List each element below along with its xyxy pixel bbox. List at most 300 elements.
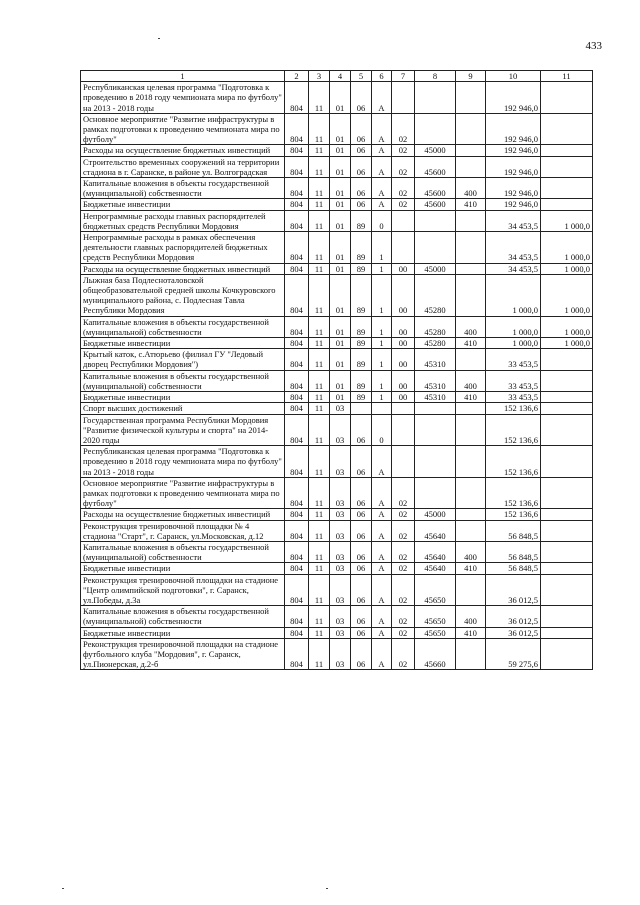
row-code-4: 03 <box>330 574 351 606</box>
row-name: Расходы на осуществление бюджетных инвестиций <box>81 145 285 156</box>
row-amount-2: 1 000,0 <box>541 210 593 231</box>
row-code-6: А <box>372 113 392 145</box>
row-code-7 <box>392 414 415 446</box>
row-code-4: 01 <box>330 82 351 114</box>
row-code-9: 410 <box>456 563 486 574</box>
table-row <box>81 178 593 199</box>
row-amount: 56 848,5 <box>486 541 541 562</box>
row-code-9 <box>456 145 486 156</box>
row-code-7: 02 <box>392 509 415 520</box>
row-code-3: 11 <box>309 563 330 574</box>
table-row <box>81 113 593 145</box>
row-code-9 <box>456 403 486 414</box>
row-code-9: 410 <box>456 392 486 403</box>
row-code-3: 11 <box>309 509 330 520</box>
row-code-2: 804 <box>285 509 309 520</box>
row-code-9: 410 <box>456 338 486 349</box>
row-code-5: 89 <box>351 349 372 370</box>
row-amount: 192 946,0 <box>486 82 541 114</box>
row-code-3: 11 <box>309 82 330 114</box>
row-code-9: 410 <box>456 199 486 210</box>
row-code-4: 03 <box>330 477 351 509</box>
column-header: 4 <box>330 71 351 82</box>
row-code-5: 89 <box>351 392 372 403</box>
row-code-3: 11 <box>309 477 330 509</box>
row-code-7: 02 <box>392 199 415 210</box>
row-code-2: 804 <box>285 563 309 574</box>
row-code-9 <box>456 638 486 670</box>
row-code-2: 804 <box>285 82 309 114</box>
row-code-3: 11 <box>309 403 330 414</box>
row-code-9: 400 <box>456 316 486 337</box>
row-code-5: 06 <box>351 113 372 145</box>
row-code-5: 06 <box>351 541 372 562</box>
row-amount-2 <box>541 627 593 638</box>
row-code-5 <box>351 403 372 414</box>
row-amount-2 <box>541 199 593 210</box>
row-code-2: 804 <box>285 541 309 562</box>
row-code-9 <box>456 574 486 606</box>
row-name: Расходы на осуществление бюджетных инвестиций <box>81 509 285 520</box>
row-code-7: 00 <box>392 274 415 316</box>
row-code-6: А <box>372 520 392 541</box>
row-code-2: 804 <box>285 520 309 541</box>
row-code-8: 45000 <box>415 263 456 274</box>
row-amount: 1 000,0 <box>486 274 541 316</box>
row-amount: 1 000,0 <box>486 338 541 349</box>
row-code-4: 01 <box>330 145 351 156</box>
row-code-6: А <box>372 477 392 509</box>
row-amount-2 <box>541 477 593 509</box>
row-amount-2 <box>541 606 593 627</box>
row-code-7 <box>392 210 415 231</box>
row-code-2: 804 <box>285 392 309 403</box>
row-code-7 <box>392 82 415 114</box>
row-code-6: А <box>372 145 392 156</box>
row-amount-2: 1 000,0 <box>541 338 593 349</box>
row-amount-2 <box>541 638 593 670</box>
row-amount: 36 012,5 <box>486 574 541 606</box>
row-code-4: 01 <box>330 210 351 231</box>
row-code-6: А <box>372 627 392 638</box>
row-code-5: 89 <box>351 316 372 337</box>
row-code-4: 03 <box>330 414 351 446</box>
row-name: Бюджетные инвестиции <box>81 627 285 638</box>
row-code-6: А <box>372 178 392 199</box>
row-code-8: 45280 <box>415 338 456 349</box>
row-name: Республиканская целевая программа "Подготовка к проведению в 2018 году чемпионата мира по футболу" на 2013 - 2018 годы <box>81 446 285 478</box>
row-code-6: 1 <box>372 349 392 370</box>
column-header: 5 <box>351 71 372 82</box>
row-code-6: А <box>372 606 392 627</box>
row-code-8: 45000 <box>415 509 456 520</box>
row-code-6: 0 <box>372 210 392 231</box>
row-code-2: 804 <box>285 274 309 316</box>
row-code-8: 45600 <box>415 156 456 177</box>
row-code-5: 89 <box>351 210 372 231</box>
row-code-3: 11 <box>309 338 330 349</box>
table-row <box>81 274 593 316</box>
row-name: Строительство временных сооружений на территории стадиона в г. Саранске, в районе ул. Волгоградская <box>81 156 285 177</box>
row-code-2: 804 <box>285 113 309 145</box>
row-amount-2 <box>541 520 593 541</box>
row-amount: 1 000,0 <box>486 316 541 337</box>
row-code-7: 02 <box>392 563 415 574</box>
table-header-row <box>81 71 593 82</box>
row-code-7 <box>392 232 415 264</box>
row-code-5: 06 <box>351 145 372 156</box>
row-amount-2 <box>541 145 593 156</box>
row-amount-2 <box>541 178 593 199</box>
row-code-6: А <box>372 574 392 606</box>
column-header: 11 <box>541 71 593 82</box>
table-row <box>81 145 593 156</box>
table-row <box>81 520 593 541</box>
row-code-2: 804 <box>285 370 309 391</box>
row-code-4: 01 <box>330 370 351 391</box>
row-code-4: 01 <box>330 316 351 337</box>
row-code-4: 01 <box>330 232 351 264</box>
row-code-8 <box>415 82 456 114</box>
table-row <box>81 606 593 627</box>
row-code-4: 03 <box>330 403 351 414</box>
row-code-3: 11 <box>309 210 330 231</box>
row-code-6: А <box>372 563 392 574</box>
row-code-2: 804 <box>285 403 309 414</box>
row-name: Реконструкция тренировочной площадки № 4 стадиона "Старт", г. Саранск, ул.Московская, д.12 <box>81 520 285 541</box>
row-code-6: 0 <box>372 414 392 446</box>
table-row <box>81 403 593 414</box>
row-code-8 <box>415 210 456 231</box>
row-code-3: 11 <box>309 178 330 199</box>
row-code-8 <box>415 403 456 414</box>
column-header: 2 <box>285 71 309 82</box>
row-code-8: 45650 <box>415 606 456 627</box>
row-name: Расходы на осуществление бюджетных инвестиций <box>81 263 285 274</box>
row-code-8 <box>415 414 456 446</box>
row-code-4: 03 <box>330 520 351 541</box>
row-amount: 33 453,5 <box>486 392 541 403</box>
row-code-9: 400 <box>456 370 486 391</box>
row-name: Бюджетные инвестиции <box>81 199 285 210</box>
row-code-8: 45640 <box>415 563 456 574</box>
row-amount-2 <box>541 82 593 114</box>
row-code-2: 804 <box>285 316 309 337</box>
row-code-7: 00 <box>392 349 415 370</box>
row-code-5: 89 <box>351 274 372 316</box>
row-code-6 <box>372 403 392 414</box>
row-code-9 <box>456 477 486 509</box>
row-amount: 152 136,6 <box>486 446 541 478</box>
row-code-2: 804 <box>285 446 309 478</box>
row-amount-2 <box>541 574 593 606</box>
row-code-2: 804 <box>285 477 309 509</box>
row-amount-2: 1 000,0 <box>541 316 593 337</box>
row-code-9 <box>456 210 486 231</box>
row-code-2: 804 <box>285 178 309 199</box>
row-code-8: 45310 <box>415 349 456 370</box>
column-header: 1 <box>81 71 285 82</box>
table-row <box>81 156 593 177</box>
row-amount: 192 946,0 <box>486 178 541 199</box>
row-name: Бюджетные инвестиции <box>81 338 285 349</box>
row-code-9 <box>456 349 486 370</box>
row-code-3: 11 <box>309 574 330 606</box>
table-row <box>81 541 593 562</box>
row-code-3: 11 <box>309 541 330 562</box>
row-amount-2 <box>541 541 593 562</box>
row-name: Государственная программа Республики Мордовия "Развитие физической культуры и спорта" на 2014-2020 годы <box>81 414 285 446</box>
row-name: Бюджетные инвестиции <box>81 392 285 403</box>
row-code-5: 06 <box>351 509 372 520</box>
row-code-9 <box>456 509 486 520</box>
row-amount: 36 012,5 <box>486 627 541 638</box>
table-row <box>81 446 593 478</box>
row-amount-2: 1 000,0 <box>541 232 593 264</box>
row-code-2: 804 <box>285 638 309 670</box>
row-name: Реконструкция тренировочной площадки на стадионе "Центр олимпийской подготовки", г. Саранск, ул.Победы, д.3а <box>81 574 285 606</box>
row-code-2: 804 <box>285 199 309 210</box>
row-code-4: 01 <box>330 199 351 210</box>
row-code-7: 00 <box>392 392 415 403</box>
row-code-9 <box>456 520 486 541</box>
row-code-3: 11 <box>309 520 330 541</box>
scan-speck <box>326 888 328 889</box>
row-code-6: А <box>372 509 392 520</box>
row-code-8 <box>415 113 456 145</box>
row-name: Капитальные вложения в объекты государственной (муниципальной) собственности <box>81 370 285 391</box>
row-code-2: 804 <box>285 349 309 370</box>
row-amount: 192 946,0 <box>486 145 541 156</box>
row-amount: 192 946,0 <box>486 156 541 177</box>
row-amount: 59 275,6 <box>486 638 541 670</box>
row-code-7: 00 <box>392 370 415 391</box>
row-code-6: А <box>372 199 392 210</box>
row-name: Непрограммные расходы главных распорядителей бюджетных средств Республики Мордовия <box>81 210 285 231</box>
row-code-4: 03 <box>330 563 351 574</box>
row-code-2: 804 <box>285 263 309 274</box>
table-row <box>81 574 593 606</box>
table-row <box>81 263 593 274</box>
row-code-9 <box>456 232 486 264</box>
row-code-5: 06 <box>351 178 372 199</box>
row-code-3: 11 <box>309 446 330 478</box>
row-code-4: 03 <box>330 627 351 638</box>
row-amount: 192 946,0 <box>486 199 541 210</box>
row-code-8: 45000 <box>415 145 456 156</box>
row-code-3: 11 <box>309 316 330 337</box>
row-code-7: 02 <box>392 520 415 541</box>
row-amount: 56 848,5 <box>486 520 541 541</box>
row-code-6: 1 <box>372 263 392 274</box>
row-code-3: 11 <box>309 638 330 670</box>
row-amount: 33 453,5 <box>486 349 541 370</box>
row-name: Капитальные вложения в объекты государственной (муниципальной) собственности <box>81 606 285 627</box>
row-code-2: 804 <box>285 574 309 606</box>
table-row <box>81 509 593 520</box>
row-name: Лыжная база Подлесноталовской общеобразовательной средней школы Кочкуровского муниципального района, с. Подлесная Тавла Республики Мордовия <box>81 274 285 316</box>
row-code-5: 06 <box>351 414 372 446</box>
row-amount: 56 848,5 <box>486 563 541 574</box>
row-code-3: 11 <box>309 145 330 156</box>
row-amount: 152 136,6 <box>486 414 541 446</box>
row-code-7: 02 <box>392 113 415 145</box>
row-code-8 <box>415 232 456 264</box>
row-code-7: 02 <box>392 477 415 509</box>
row-code-8: 45600 <box>415 199 456 210</box>
row-name: Основное мероприятие "Развитие инфраструктуры в рамках подготовки к проведению чемпионата мира по футболу" <box>81 477 285 509</box>
row-code-6: А <box>372 541 392 562</box>
row-code-8 <box>415 446 456 478</box>
row-code-5: 06 <box>351 606 372 627</box>
row-code-4: 03 <box>330 541 351 562</box>
row-amount-2 <box>541 414 593 446</box>
row-code-4: 01 <box>330 338 351 349</box>
row-code-6: 1 <box>372 316 392 337</box>
row-code-8: 45600 <box>415 178 456 199</box>
row-code-3: 11 <box>309 274 330 316</box>
row-code-2: 804 <box>285 606 309 627</box>
row-code-9: 400 <box>456 178 486 199</box>
row-name: Республиканская целевая программа "Подготовка к проведению в 2018 году чемпионата мира по футболу" на 2013 - 2018 годы <box>81 82 285 114</box>
row-amount-2 <box>541 446 593 478</box>
column-header: 9 <box>456 71 486 82</box>
table-body <box>81 82 593 670</box>
row-code-7: 02 <box>392 145 415 156</box>
row-code-5: 06 <box>351 520 372 541</box>
row-name: Основное мероприятие "Развитие инфраструктуры в рамках подготовки к проведению чемпионата мира по футболу" <box>81 113 285 145</box>
row-amount-2: 1 000,0 <box>541 274 593 316</box>
scan-speck <box>158 38 160 39</box>
table-row <box>81 316 593 337</box>
row-code-9 <box>456 82 486 114</box>
row-amount: 152 136,6 <box>486 403 541 414</box>
row-code-3: 11 <box>309 627 330 638</box>
row-code-4: 01 <box>330 263 351 274</box>
row-code-7 <box>392 446 415 478</box>
row-code-5: 06 <box>351 574 372 606</box>
column-header: 10 <box>486 71 541 82</box>
row-code-9: 410 <box>456 627 486 638</box>
row-code-3: 11 <box>309 232 330 264</box>
row-code-7: 02 <box>392 541 415 562</box>
row-name: Капитальные вложения в объекты государственной (муниципальной) собственности <box>81 541 285 562</box>
row-amount: 36 012,5 <box>486 606 541 627</box>
row-code-3: 11 <box>309 349 330 370</box>
row-code-6: А <box>372 156 392 177</box>
row-code-5: 06 <box>351 199 372 210</box>
row-amount-2 <box>541 392 593 403</box>
row-code-6: А <box>372 82 392 114</box>
table-row <box>81 370 593 391</box>
row-code-7: 02 <box>392 156 415 177</box>
table-row <box>81 414 593 446</box>
row-code-4: 01 <box>330 178 351 199</box>
row-code-9: 400 <box>456 541 486 562</box>
row-code-6: А <box>372 638 392 670</box>
row-code-6: 1 <box>372 370 392 391</box>
row-code-5: 06 <box>351 627 372 638</box>
row-amount: 33 453,5 <box>486 370 541 391</box>
table-row <box>81 210 593 231</box>
row-code-7: 00 <box>392 316 415 337</box>
row-code-4: 03 <box>330 638 351 670</box>
row-name: Капитальные вложения в объекты государственной (муниципальной) собственности <box>81 316 285 337</box>
row-code-6: 1 <box>372 392 392 403</box>
row-amount: 192 946,0 <box>486 113 541 145</box>
row-code-4: 01 <box>330 349 351 370</box>
row-amount-2 <box>541 509 593 520</box>
row-code-8: 45310 <box>415 392 456 403</box>
row-code-8: 45280 <box>415 274 456 316</box>
row-amount-2 <box>541 113 593 145</box>
row-code-3: 11 <box>309 370 330 391</box>
table-row <box>81 349 593 370</box>
table-row <box>81 199 593 210</box>
row-amount: 34 453,5 <box>486 263 541 274</box>
row-code-5: 06 <box>351 82 372 114</box>
row-code-9 <box>456 113 486 145</box>
row-amount-2 <box>541 403 593 414</box>
row-code-7: 02 <box>392 178 415 199</box>
row-code-6: 1 <box>372 338 392 349</box>
row-code-4: 03 <box>330 509 351 520</box>
row-code-2: 804 <box>285 210 309 231</box>
table-row <box>81 232 593 264</box>
row-code-5: 89 <box>351 370 372 391</box>
budget-table <box>80 70 593 670</box>
row-code-5: 89 <box>351 338 372 349</box>
column-header: 8 <box>415 71 456 82</box>
row-name: Капитальные вложения в объекты государственной (муниципальной) собственности <box>81 178 285 199</box>
row-code-7: 00 <box>392 338 415 349</box>
row-code-3: 11 <box>309 392 330 403</box>
column-header: 3 <box>309 71 330 82</box>
row-code-6: А <box>372 446 392 478</box>
column-header: 7 <box>392 71 415 82</box>
row-name: Бюджетные инвестиции <box>81 563 285 574</box>
row-code-9 <box>456 446 486 478</box>
row-code-5: 06 <box>351 563 372 574</box>
row-code-4: 01 <box>330 392 351 403</box>
row-code-9 <box>456 414 486 446</box>
row-code-9 <box>456 156 486 177</box>
row-amount: 34 453,5 <box>486 232 541 264</box>
row-code-4: 03 <box>330 446 351 478</box>
row-code-8: 45280 <box>415 316 456 337</box>
row-code-8: 45650 <box>415 627 456 638</box>
row-amount: 34 453,5 <box>486 210 541 231</box>
row-code-4: 03 <box>330 606 351 627</box>
page-number: 433 <box>585 40 602 52</box>
row-code-2: 804 <box>285 156 309 177</box>
row-amount: 152 136,6 <box>486 477 541 509</box>
row-code-3: 11 <box>309 113 330 145</box>
scan-speck <box>62 888 64 889</box>
row-code-3: 11 <box>309 414 330 446</box>
row-code-6: 1 <box>372 232 392 264</box>
row-code-5: 06 <box>351 477 372 509</box>
row-code-2: 804 <box>285 338 309 349</box>
row-code-7: 02 <box>392 627 415 638</box>
row-code-2: 804 <box>285 627 309 638</box>
row-code-4: 01 <box>330 156 351 177</box>
row-code-8: 45310 <box>415 370 456 391</box>
row-code-8: 45640 <box>415 520 456 541</box>
row-code-3: 11 <box>309 199 330 210</box>
row-code-5: 89 <box>351 232 372 264</box>
row-code-2: 804 <box>285 232 309 264</box>
